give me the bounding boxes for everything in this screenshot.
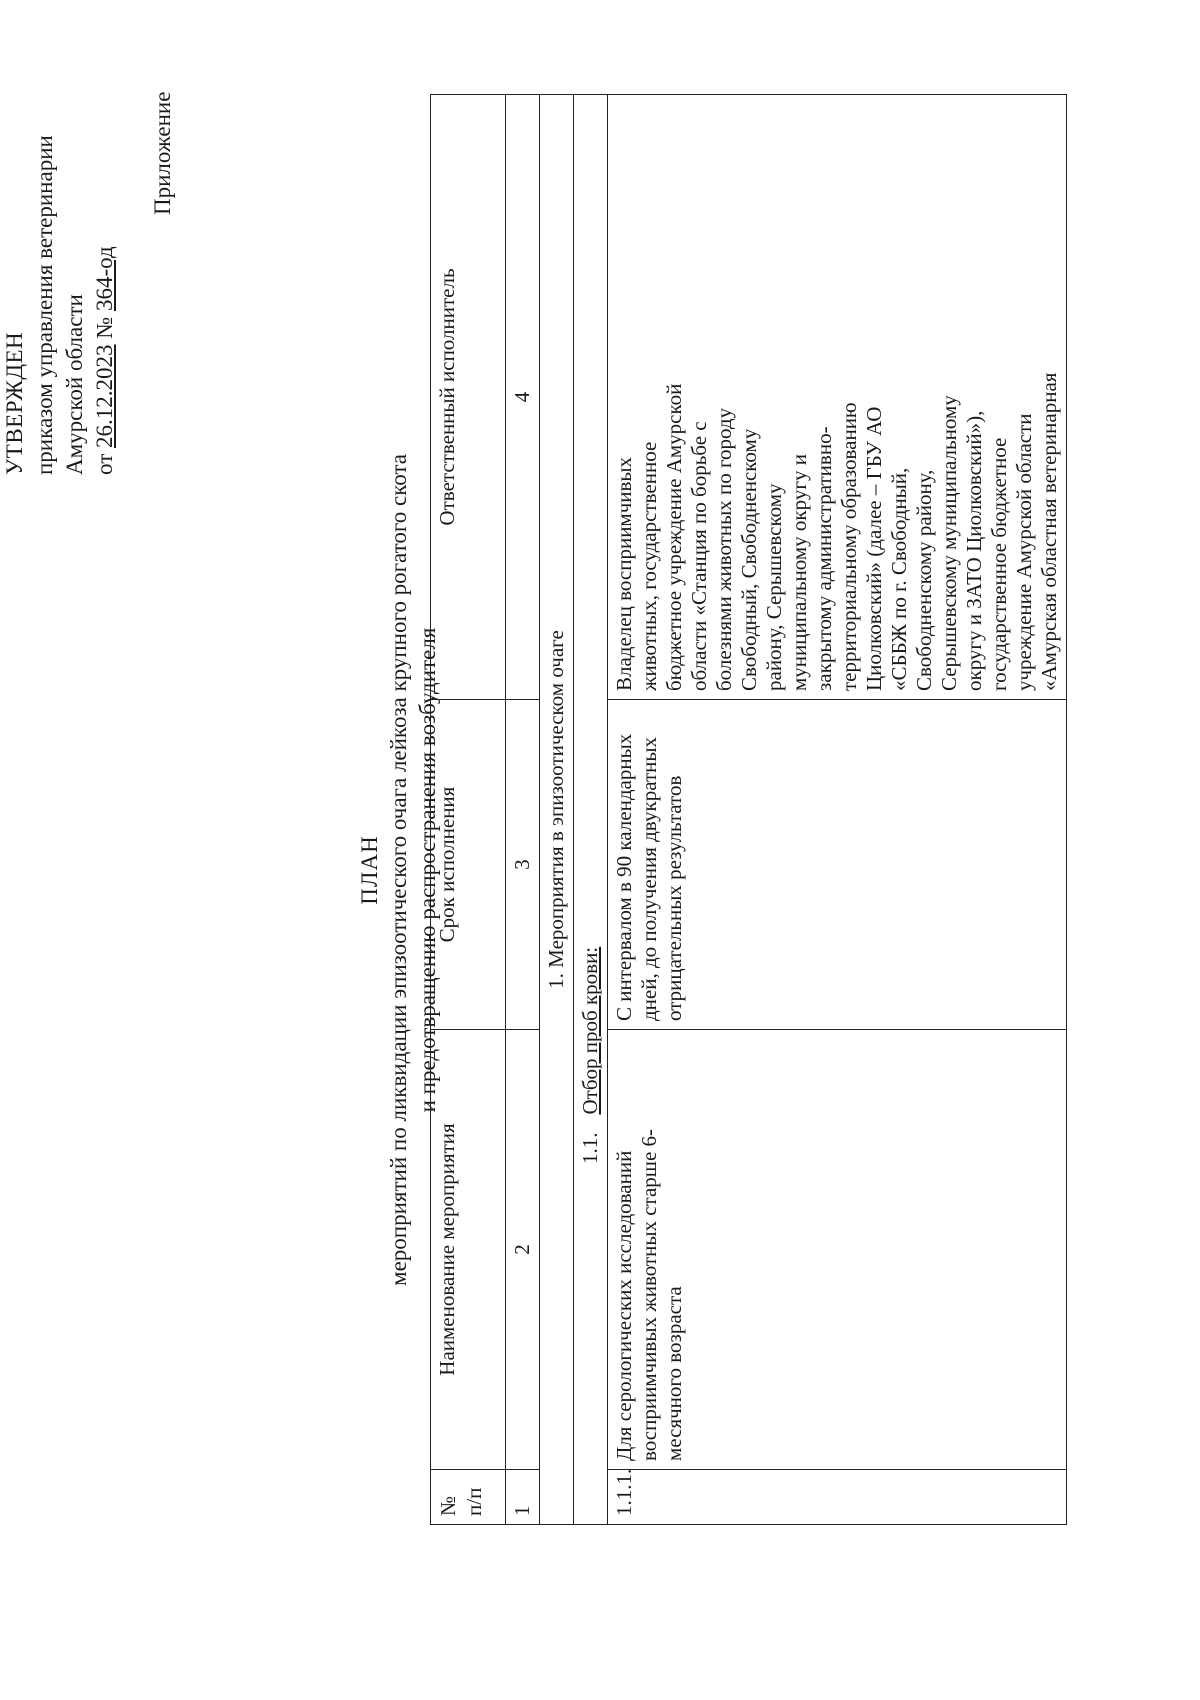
- header-name: Наименование мероприятия: [431, 1030, 506, 1470]
- approval-block: [0, 135, 120, 475]
- column-number-1: 1: [506, 1470, 540, 1525]
- approved-title: УТВЕРЖДЕН: [2, 331, 27, 475]
- number-prefix: №: [92, 311, 117, 345]
- approved-by-line-2: Амурской области: [62, 294, 87, 475]
- plan-subtitle-line-1: мероприятий по ликвидации эпизоотического очага лейкоза крупного рогатого скота: [386, 454, 411, 1286]
- subsection-number: 1.1.: [578, 1132, 602, 1164]
- plan-title: ПЛАН: [357, 835, 382, 905]
- order-date-line: [90, 135, 120, 475]
- table-row: [608, 95, 1067, 1525]
- order-number: 364-од: [92, 246, 117, 312]
- header-number-line-1: №: [436, 1495, 460, 1516]
- plan-subtitle-line-2: и предотвращению распространения возбудителя: [415, 627, 440, 1113]
- plan-table: [430, 94, 1067, 1525]
- subsection-cell: [574, 95, 608, 1525]
- header-number-line-2: п/п: [462, 1487, 486, 1516]
- row-responsible: Владелец восприимчивых животных, государственное бюджетное учреждение Амурской области «Станция по борьбе с болезнями животных по городу Свободный, Свободненскому району, Серышевскому муниципальному округу и закрытому административно- территориальному образованию Циолковский» (далее – ГБУ АО «СББЖ по г. Свободный, Свободненскому району, Серышевскому муниципальному округу и ЗАТО Циолковский»), государственное бюджетное учреждение Амурской области «Амурская областная ветеринарная: [608, 95, 1067, 700]
- header-responsible: Ответственный исполнитель: [431, 95, 506, 700]
- subsection-title: Отбор проб крови:: [578, 946, 602, 1115]
- annex-label: Приложение: [150, 91, 175, 215]
- approved-by-line-1: приказом управления ветеринарии: [32, 135, 57, 475]
- column-number-3: 3: [506, 700, 540, 1030]
- header-number: [431, 1470, 506, 1525]
- date-prefix: от: [92, 448, 117, 475]
- column-number-row: [506, 95, 540, 1525]
- table-header-row: [431, 95, 506, 1525]
- row-term: С интервалом в 90 календарных дней, до получения двукратных отрицательных результатов: [608, 700, 1067, 1030]
- column-number-2: 2: [506, 1030, 540, 1470]
- header-term: Срок исполнения: [431, 700, 506, 1030]
- subsection-row: [574, 95, 608, 1525]
- row-number: 1.1.1.: [608, 1470, 1067, 1525]
- section-title: 1. Мероприятия в эпизоотическом очаге: [540, 95, 574, 1525]
- rotated-landscape-page: [0, 80, 1200, 1620]
- column-number-4: 4: [506, 95, 540, 700]
- plan-title-block: [355, 350, 442, 1390]
- order-date: 26.12.2023: [92, 344, 117, 448]
- row-name: Для серологических исследований восприимчивых животных старше 6-месячного возраста: [608, 1030, 1067, 1470]
- section-row: [540, 95, 574, 1525]
